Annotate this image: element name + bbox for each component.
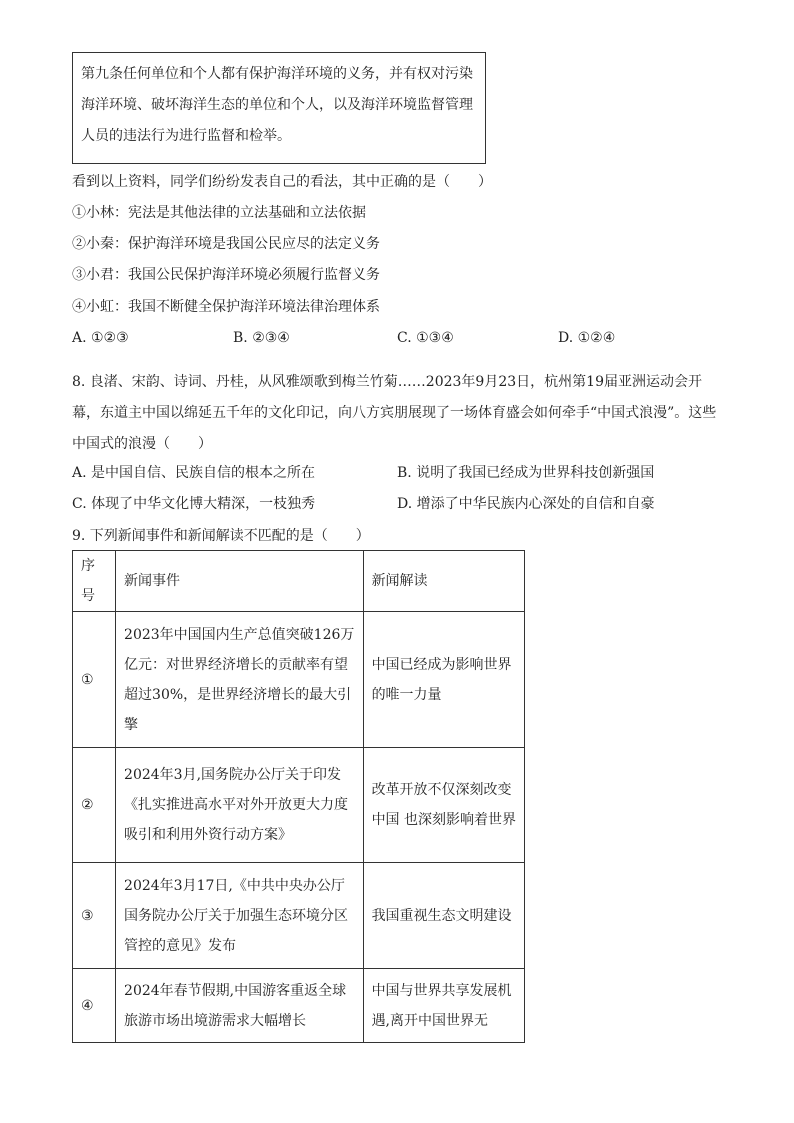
- law-excerpt-box: [72, 52, 486, 164]
- q7-item-4: ④小虹：我国不断健全保护海洋环境法律治理体系: [72, 299, 380, 315]
- row-reading: 中国已经成为影响世界的唯一力量: [363, 612, 524, 748]
- q7-option-b: B. ②③④: [233, 330, 290, 346]
- q8-option-c: C. 体现了中华文化博大精深，一枝独秀: [72, 496, 316, 512]
- q7-stem: 看到以上资料，同学们纷纷发表自己的看法，其中正确的是（ ）: [72, 174, 492, 190]
- news-table: [72, 550, 525, 1043]
- header-event: 新闻事件: [116, 551, 364, 612]
- row-number: ③: [73, 863, 116, 969]
- table-row: [73, 612, 525, 748]
- row-event: 2024年3月17日,《中共中央办公厅国务院办公厅关于加强生态环境分区管控的意见》发布: [116, 863, 364, 969]
- row-reading: 改革开放不仅深刻改变中国 也深刻影响着世界: [363, 748, 524, 863]
- row-number: ②: [73, 748, 116, 863]
- header-number: 序号: [73, 551, 116, 612]
- header-reading: 新闻解读: [363, 551, 524, 612]
- q8-option-d: D. 增添了中华民族内心深处的自信和自豪: [397, 496, 655, 512]
- q8-option-a: A. 是中国自信、民族自信的根本之所在: [72, 465, 316, 481]
- q7-item-2: ②小秦：保护海洋环境是我国公民应尽的法定义务: [72, 236, 380, 252]
- table-header-row: [73, 551, 525, 612]
- q8-option-b: B. 说明了我国已经成为世界科技创新强国: [397, 465, 655, 481]
- row-event: 2024年3月,国务院办公厅关于印发《扎实推进高水平对外开放更大力度吸引和利用外资行动方案》: [116, 748, 364, 863]
- q8-stem: 8. 良渚、宋韵、诗词、丹桂，从风雅颂歌到梅兰竹菊……2023年9月23日，杭州第19届亚洲运动会开幕，东道主中国以绵延五千年的文化印记，向八方宾朋展现了一场体育盛会如何牵手“中国式浪漫”。这些中国式的浪漫（ ）: [72, 374, 717, 452]
- row-reading: 中国与世界共享发展机遇,离开中国世界无: [363, 969, 524, 1043]
- q7-item-3: ③小君：我国公民保护海洋环境必须履行监督义务: [72, 267, 380, 283]
- row-event: 2024年春节假期,中国游客重返全球旅游市场出境游需求大幅增长: [116, 969, 364, 1043]
- row-reading: 我国重视生态文明建设: [363, 863, 524, 969]
- q7-item-1: ①小林：宪法是其他法律的立法基础和立法依据: [72, 205, 366, 221]
- q7-option-c: C. ①③④: [397, 330, 454, 346]
- q7-option-d: D. ①②④: [558, 330, 616, 346]
- row-number: ①: [73, 612, 116, 748]
- table-row: [73, 748, 525, 863]
- q9-stem: 9. 下列新闻事件和新闻解读不匹配的是（ ）: [72, 528, 370, 544]
- q7-option-a: A. ①②③: [72, 330, 129, 346]
- row-number: ④: [73, 969, 116, 1043]
- table-row: [73, 969, 525, 1043]
- row-event: 2023年中国国内生产总值突破126万亿元：对世界经济增长的贡献率有望超过30%，是世界经济增长的最大引擎: [116, 612, 364, 748]
- table-row: [73, 863, 525, 969]
- law-excerpt-text: 第九条任何单位和个人都有保护海洋环境的义务，并有权对污染海洋环境、破坏海洋生态的单位和个人，以及海洋环境监督管理人员的违法行为进行监督和检举。: [81, 66, 473, 144]
